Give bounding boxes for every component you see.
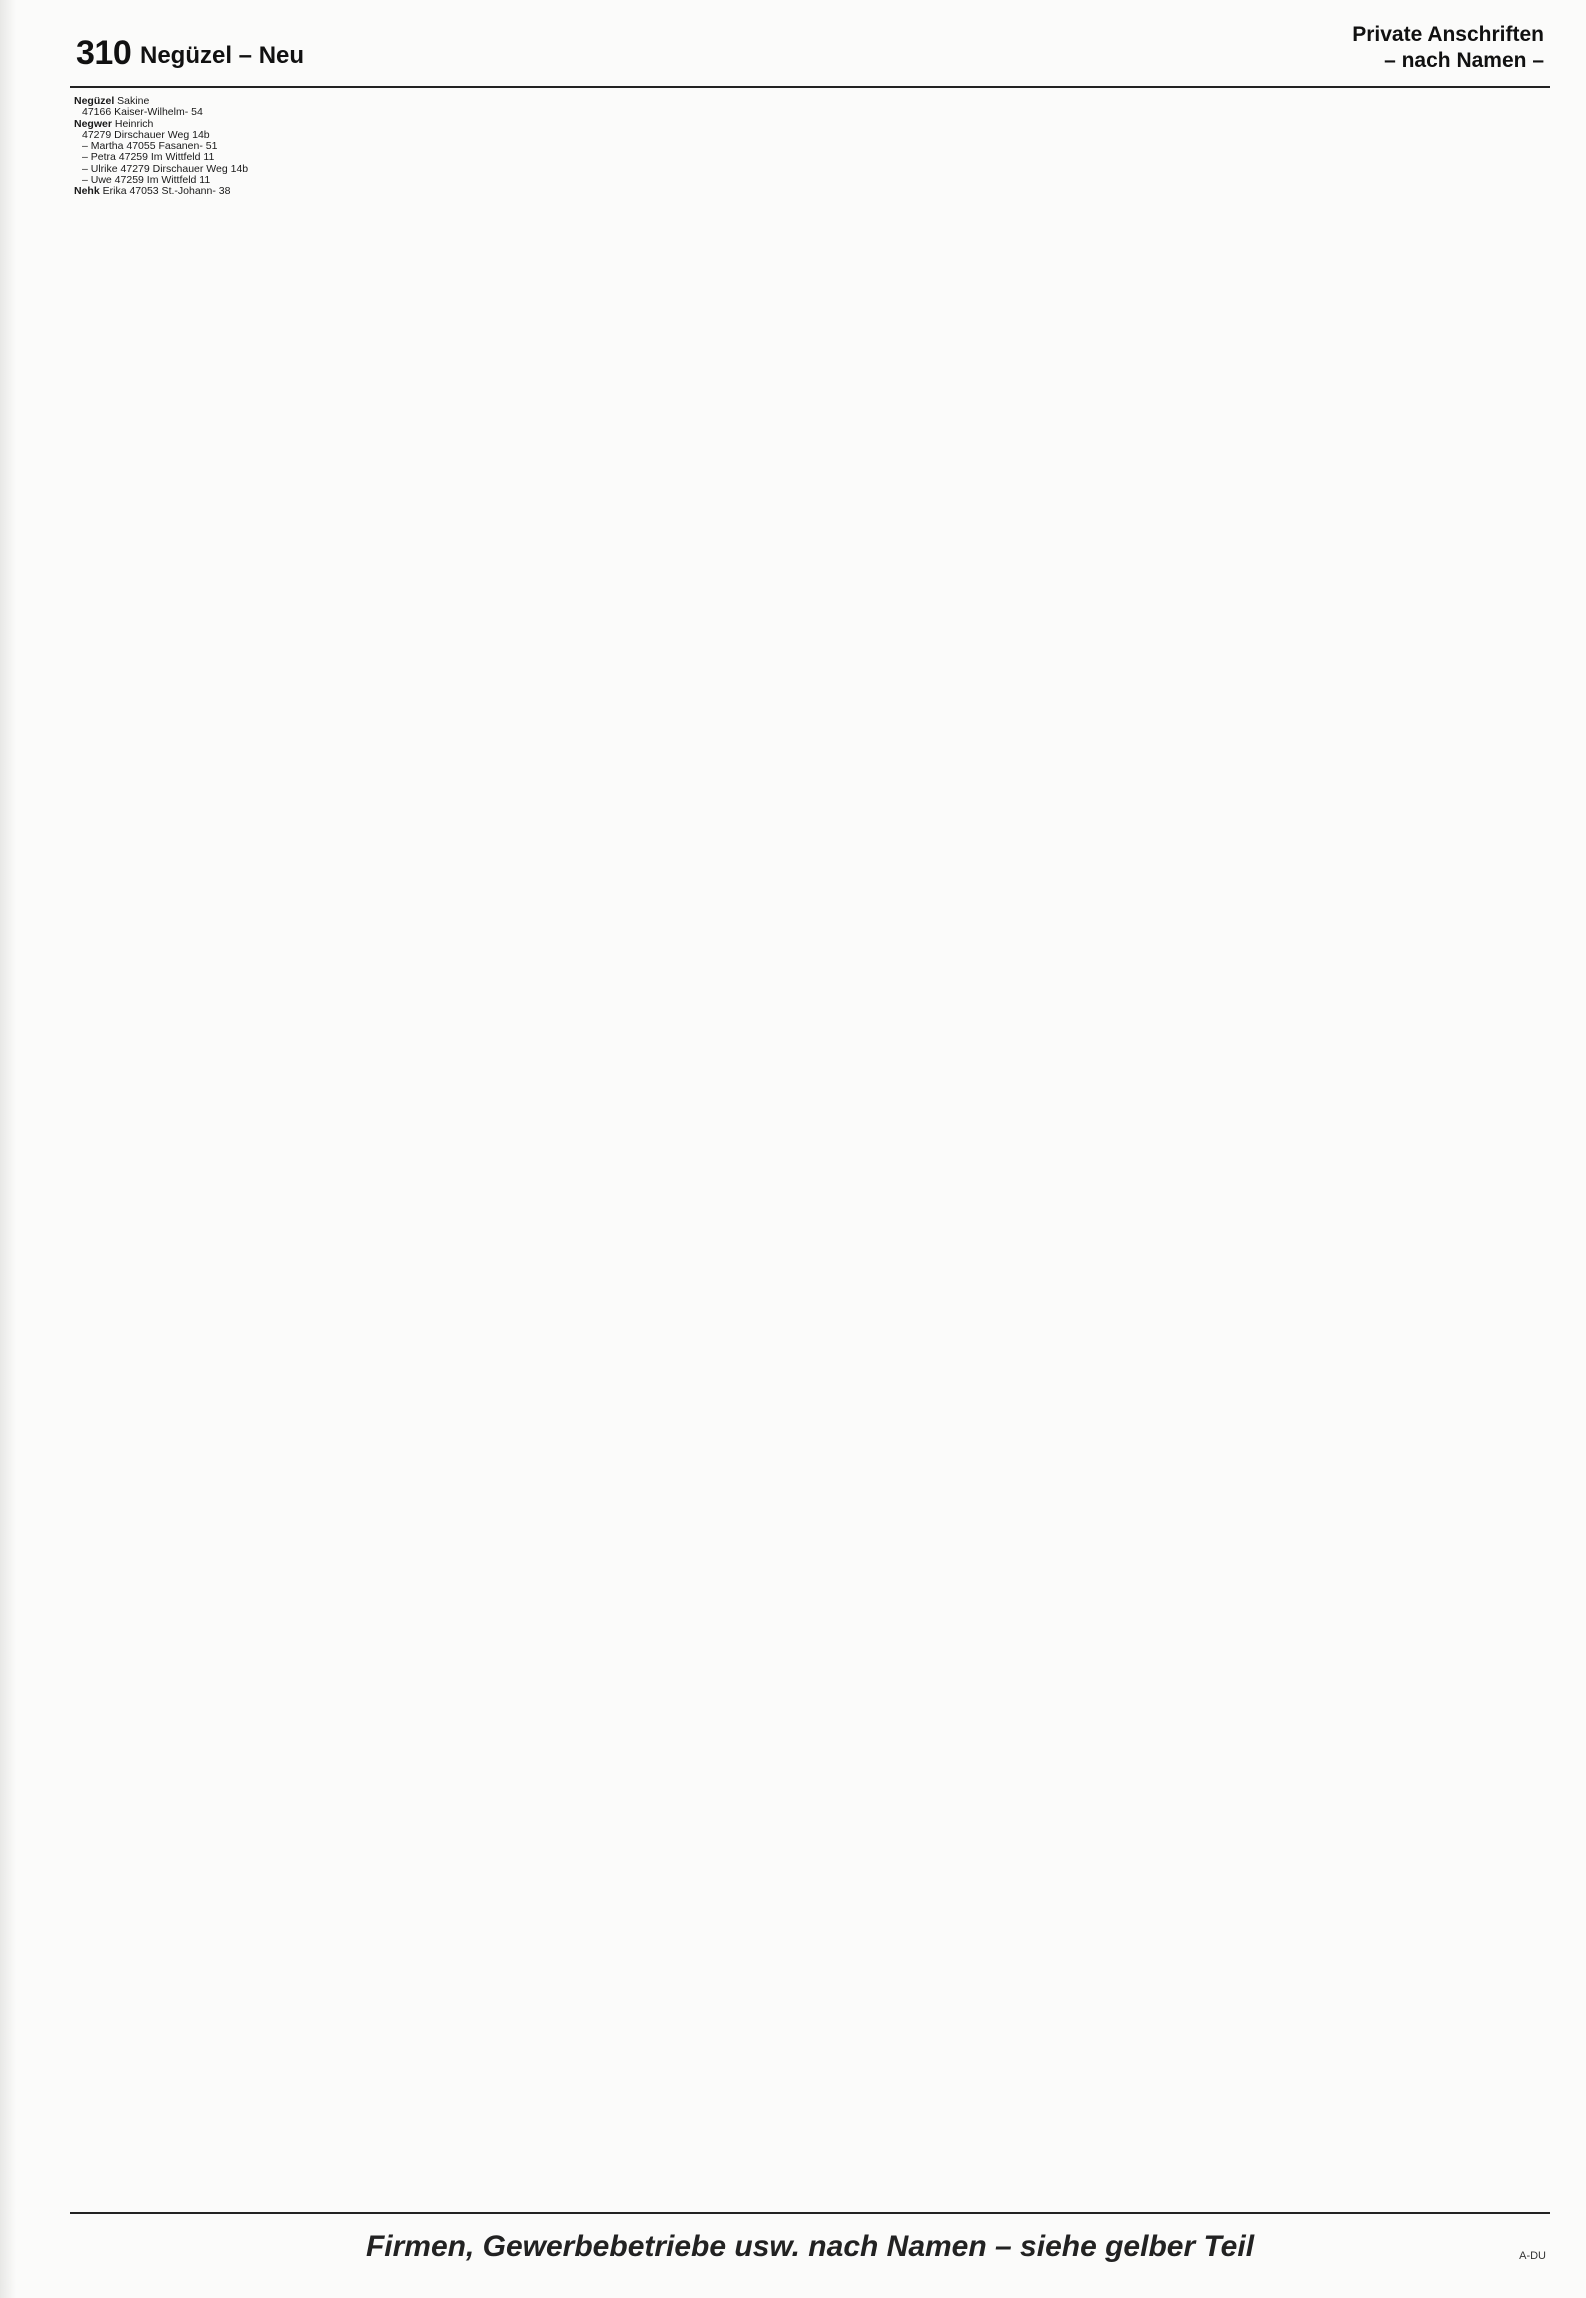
directory-entry: 47166 Kaiser-Wilhelm- 54 bbox=[82, 106, 203, 119]
header-rule bbox=[70, 86, 1550, 88]
entry-details: Erika 47053 St.-Johann- 38 bbox=[99, 185, 231, 198]
directory-entry: – Petra 47259 Im Wittfeld 11 bbox=[82, 151, 215, 164]
entry-details: Heinrich bbox=[111, 117, 154, 130]
directory-entry: – Uwe 47259 Im Wittfeld 11 bbox=[82, 174, 211, 187]
directory-entry: – Martha 47055 Fasanen- 51 bbox=[82, 140, 218, 153]
directory-column-2 bbox=[286, 96, 488, 2208]
header-section-line-2: – nach Namen – bbox=[1384, 49, 1544, 72]
page-header bbox=[70, 20, 1550, 82]
entry-surname: Negüzel bbox=[74, 96, 115, 107]
header-name-range: Negüzel – Neu bbox=[140, 42, 305, 69]
footer-note: Firmen, Gewerbebetriebe usw. nach Namen – siehe gelber Teil bbox=[365, 2230, 1255, 2263]
directory-entry: – Ulrike 47279 Dirschauer Weg 14b bbox=[82, 162, 249, 175]
page-number: 310 bbox=[76, 34, 132, 72]
directory-entry bbox=[74, 186, 276, 197]
directory-column-5 bbox=[921, 96, 1123, 2208]
binding-edge bbox=[0, 0, 16, 2298]
entry-surname: Negwer bbox=[74, 117, 112, 130]
footer-rule bbox=[70, 2212, 1550, 2214]
directory-column-6 bbox=[1133, 96, 1335, 2208]
header-section-title bbox=[1352, 22, 1544, 74]
directory-columns bbox=[74, 96, 1546, 2208]
directory-column-7 bbox=[1344, 96, 1546, 2208]
directory-entry: 47279 Dirschauer Weg 14b bbox=[82, 128, 210, 141]
entry-surname: Nehk bbox=[74, 185, 100, 198]
header-section-line-1: Private Anschriften bbox=[1352, 23, 1544, 46]
footer-code: A-DU bbox=[1519, 2250, 1546, 2262]
directory-column-4 bbox=[709, 96, 911, 2208]
entry-details: Sakine bbox=[114, 96, 150, 107]
directory-column-1 bbox=[74, 96, 276, 2208]
directory-column-3 bbox=[497, 96, 699, 2208]
